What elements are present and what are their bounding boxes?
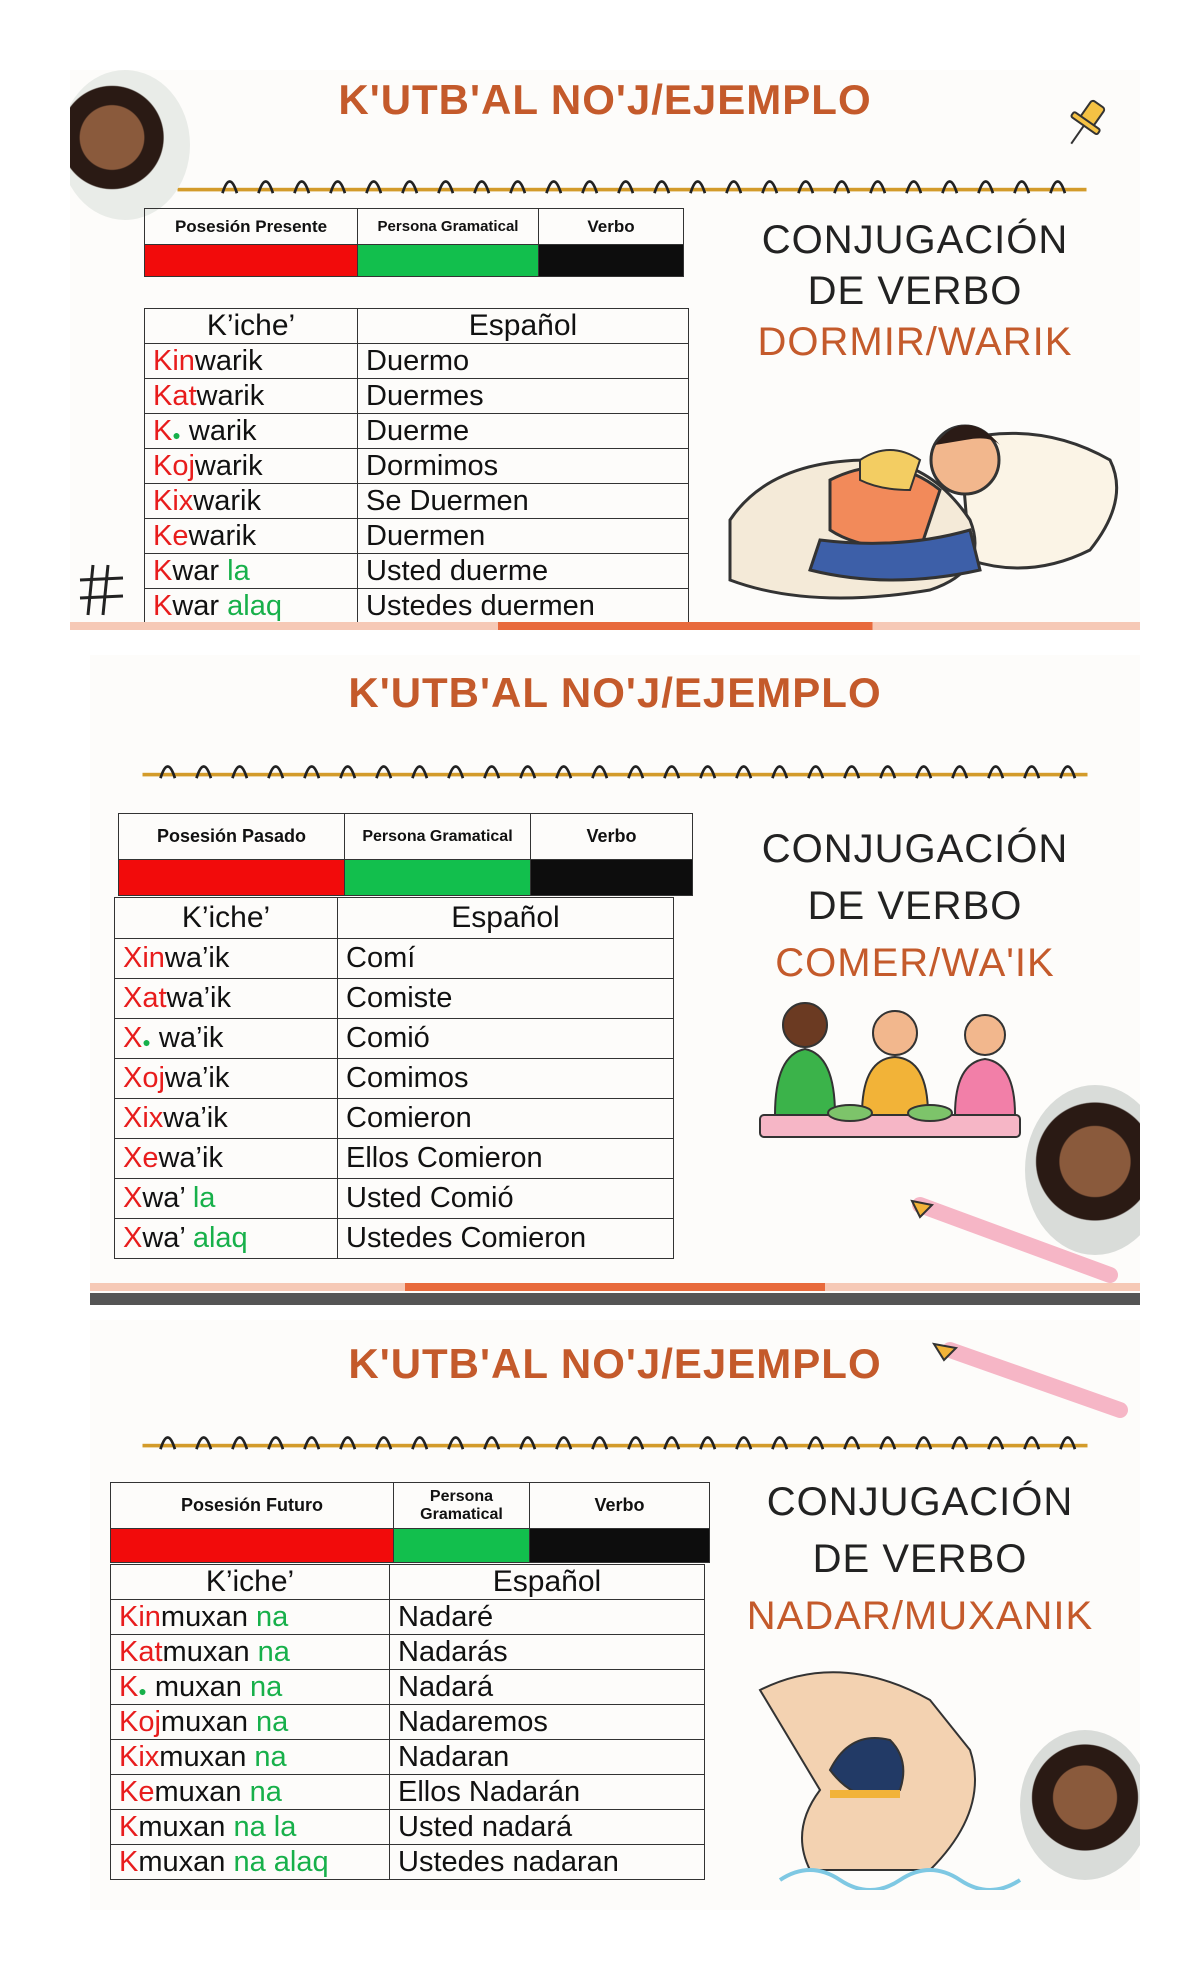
table-row: Xewa’ik Ellos Comieron [115, 1139, 674, 1179]
table-row: Kinmuxan na Nadaré [111, 1600, 705, 1635]
verb-heading [710, 1480, 1130, 1639]
notebook-spiral [70, 168, 1140, 204]
header-espanol: Español [390, 1565, 705, 1600]
empty-marker-icon: ● [172, 426, 181, 443]
empty-marker-icon: ● [142, 1034, 151, 1050]
header-kiche: K’iche’ [145, 309, 358, 344]
table-row: Katwarik Duermes [145, 379, 689, 414]
notebook-spiral [90, 1424, 1140, 1460]
legend-bar-green [394, 1529, 530, 1563]
table-row: Kinwarik Duermo [145, 344, 689, 379]
legend-person: Persona Gramatical [345, 814, 531, 860]
heading-line-1: CONJUGACIÓN [761, 827, 1069, 871]
heading-line-1: CONJUGACIÓN [761, 218, 1069, 262]
table-row: X● wa’ik Comió [115, 1019, 674, 1059]
slide-title: K'UTB'AL NO'J/EJEMPLO [348, 1340, 882, 1387]
table-row: Xojwa’ik Comimos [115, 1059, 674, 1099]
table-row: K● warik Duerme [145, 414, 689, 449]
hashtag-doodle-icon [78, 560, 128, 620]
slide-1 [70, 70, 1140, 630]
legend-table [144, 208, 684, 277]
slide-bottom-strip [90, 1283, 1140, 1291]
table-row: Kixwarik Se Duermen [145, 484, 689, 519]
table-row: Kmuxan na la Usted nadará [111, 1810, 705, 1845]
heading-line-2: DE VERBO [812, 1537, 1028, 1581]
slide-3 [90, 1320, 1140, 1910]
table-row: Kwar la Usted duerme [145, 554, 689, 589]
header-espanol: Español [338, 898, 674, 939]
table-row: Kixmuxan na Nadaran [111, 1740, 705, 1775]
sleeping-person-illustration [710, 400, 1130, 600]
table-row: Xwa’ alaq Ustedes Comieron [115, 1219, 674, 1259]
people-eating-illustration [750, 985, 1050, 1185]
table-row: Kewarik Duermen [145, 519, 689, 554]
pencil-illustration [930, 1340, 1130, 1420]
conjugation-table [114, 897, 674, 1259]
legend-table [118, 813, 693, 896]
table-row: Xatwa’ik Comiste [115, 979, 674, 1019]
legend-possession: Posesión Futuro [111, 1483, 394, 1529]
legend-person: Persona Gramatical [394, 1483, 530, 1529]
header-kiche: K’iche’ [115, 898, 338, 939]
table-row: Xinwa’ik Comí [115, 939, 674, 979]
slide-title: K'UTB'AL NO'J/EJEMPLO [348, 669, 882, 716]
heading-line-2: DE VERBO [807, 269, 1023, 313]
notebook-spiral [90, 753, 1140, 789]
legend-verb: Verbo [539, 209, 684, 245]
legend-possession: Posesión Presente [145, 209, 358, 245]
header-kiche: K’iche’ [111, 1565, 390, 1600]
legend-bar-red [119, 860, 345, 896]
legend-verb: Verbo [530, 1483, 710, 1529]
conjugation-table [144, 308, 689, 624]
verb-heading [690, 218, 1140, 365]
heading-verb: NADAR/MUXANIK [746, 1594, 1094, 1638]
legend-possession: Posesión Pasado [119, 814, 345, 860]
conjugation-table [110, 1564, 705, 1880]
table-row: Kwar alaq Ustedes duermen [145, 589, 689, 624]
table-row: Kemuxan na Ellos Nadarán [111, 1775, 705, 1810]
webcam-presenter [1020, 1730, 1140, 1880]
legend-bar-black [531, 860, 693, 896]
swimmer-illustration [750, 1650, 1050, 1890]
legend-bar-black [530, 1529, 710, 1563]
table-row: Kojwarik Dormimos [145, 449, 689, 484]
legend-bar-green [345, 860, 531, 896]
legend-table [110, 1482, 710, 1563]
table-row: Kojmuxan na Nadaremos [111, 1705, 705, 1740]
legend-bar-red [111, 1529, 394, 1563]
legend-verb: Verbo [531, 814, 693, 860]
video-progress-bar[interactable] [90, 1293, 1140, 1305]
legend-bar-red [145, 245, 358, 277]
legend-person: Persona Gramatical [358, 209, 539, 245]
table-row: Xixwa’ik Comieron [115, 1099, 674, 1139]
legend-bar-black [539, 245, 684, 277]
header-espanol: Español [358, 309, 689, 344]
heading-verb: DORMIR/WARIK [757, 320, 1073, 364]
slide-2 [90, 655, 1140, 1305]
table-row: Kmuxan na alaq Ustedes nadaran [111, 1845, 705, 1880]
empty-marker-icon: ● [138, 1682, 147, 1699]
table-row: Katmuxan na Nadarás [111, 1635, 705, 1670]
heading-verb: COMER/WA'IK [775, 941, 1055, 985]
table-row: K● muxan na Nadará [111, 1670, 705, 1705]
verb-heading [700, 827, 1130, 986]
heading-line-1: CONJUGACIÓN [766, 1480, 1074, 1524]
pushpin-icon [1055, 94, 1115, 154]
legend-bar-green [358, 245, 539, 277]
slide-title: K'UTB'AL NO'J/EJEMPLO [338, 76, 872, 123]
slide-bottom-strip [70, 622, 1140, 630]
table-row: Xwa’ la Usted Comió [115, 1179, 674, 1219]
heading-line-2: DE VERBO [807, 884, 1023, 928]
